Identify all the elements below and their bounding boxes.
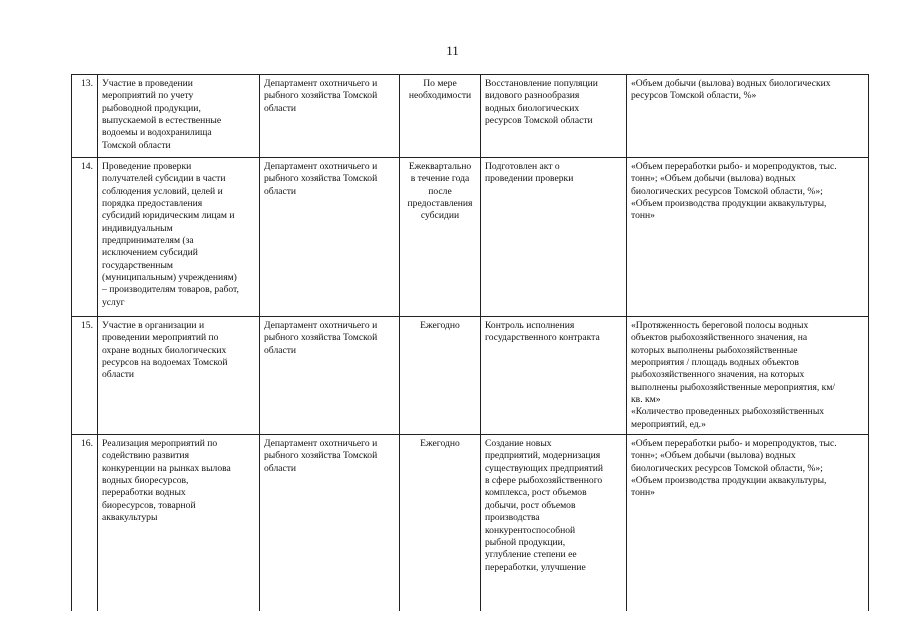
executor-line: Департамент охотничьего и xyxy=(264,320,378,331)
activity-line: порядка предоставления xyxy=(102,198,203,210)
period-line: Ежеквартально xyxy=(408,161,472,172)
executor-line: области xyxy=(264,102,297,114)
period-line: в течение года xyxy=(410,173,470,185)
indicator-line: выполнены рыбохозяйственные мероприятия, км/ xyxy=(631,381,836,393)
activity-line: соблюдения условий, целей и xyxy=(102,185,223,197)
row-number: 13. xyxy=(72,75,98,158)
activity-line: Участие в организации и xyxy=(102,320,205,331)
activity-line: ресурсов на водоемах Томской xyxy=(102,357,228,369)
period-cell xyxy=(400,75,481,158)
indicator-line: рыбохозяйственного значения, на которых xyxy=(631,369,805,381)
result-line: существующих предприятий xyxy=(485,462,604,474)
activity-line: водных биоресурсов, xyxy=(102,475,189,487)
row-number: 16. xyxy=(72,435,98,612)
result-line: Контроль исполнения xyxy=(485,320,575,331)
activity-line: предпринимателям (за xyxy=(102,235,194,247)
activity-line: субсидий юридическим лицам и xyxy=(102,210,235,222)
indicator-line: мероприятий, ед.» xyxy=(631,418,706,430)
activity-line: мероприятий по учету xyxy=(102,90,194,102)
executor-cell xyxy=(260,158,400,317)
indicator-line: мероприятия / площадь водных объектов xyxy=(631,357,799,369)
table-row xyxy=(72,435,869,612)
indicator-line: кв. км» xyxy=(631,394,661,406)
period-line: после xyxy=(428,185,452,197)
activity-line: индивидуальным xyxy=(102,222,173,234)
activity-line: области xyxy=(102,369,135,381)
activities-table xyxy=(71,74,869,611)
period-cell xyxy=(400,158,481,317)
activity-line: (муниципальным) учреждениям) xyxy=(102,272,237,284)
period-line: предоставления xyxy=(407,198,473,210)
indicators-cell xyxy=(627,158,869,317)
executor-line: рыбного хозяйства Томской xyxy=(264,332,378,344)
result-line: комплекса, рост объемов xyxy=(485,487,587,499)
executor-line: области xyxy=(264,462,297,474)
indicator-line: «Объем производства продукции аквакультуры, xyxy=(631,475,827,487)
executor-line: Департамент охотничьего и xyxy=(264,161,378,172)
executor-line: области xyxy=(264,344,297,356)
indicator-line: которых выполнены рыбохозяйственные xyxy=(631,344,798,356)
activity-line: – производителям товаров, работ, xyxy=(102,284,239,296)
activity-line: Томской области xyxy=(102,139,171,151)
activity-line: проведении мероприятий по xyxy=(102,332,219,344)
indicator-line: биологических ресурсов Томской области, %»; xyxy=(631,462,823,474)
result-line: в сфере рыбохозяйственного xyxy=(485,475,603,487)
result-cell xyxy=(481,75,627,158)
indicator-line: «Количество проведенных рыбохозяйственных xyxy=(631,406,825,418)
indicator-line: ресурсов Томской области, %» xyxy=(631,90,757,102)
row-number: 14. xyxy=(72,158,98,317)
indicator-line: «Протяженность береговой полосы водных xyxy=(631,320,809,331)
indicators-cell xyxy=(627,317,869,435)
result-line: водных биологических xyxy=(485,102,580,114)
executor-line: области xyxy=(264,185,297,197)
result-line: рыбной продукции, xyxy=(485,536,566,548)
indicators-cell xyxy=(627,75,869,158)
activity-line: Проведение проверки xyxy=(102,161,192,172)
result-line: Восстановление популяции xyxy=(485,78,598,89)
activity-line: биоресурсов, товарной xyxy=(102,499,196,511)
result-line: конкурентоспособной xyxy=(485,524,576,536)
period-cell xyxy=(400,317,481,435)
table-row xyxy=(72,158,869,317)
activity-line: водоемы и водохранилища xyxy=(102,127,212,139)
indicator-line: тонн»; «Объем добычи (вылова) водных xyxy=(631,173,796,185)
result-line: проведении проверки xyxy=(485,173,574,185)
row-number: 15. xyxy=(72,317,98,435)
result-line: переработки, улучшение xyxy=(485,561,586,573)
indicator-line: тонн» xyxy=(631,210,655,222)
activity-line: государственным xyxy=(102,259,173,271)
activity-line: переработки водных xyxy=(102,487,186,499)
activity-line: услуг xyxy=(102,296,125,308)
period-line: необходимости xyxy=(408,90,472,102)
indicator-line: объектов рыбохозяйственного значения, на xyxy=(631,332,808,344)
executor-line: рыбного хозяйства Томской xyxy=(264,450,378,462)
activity-cell xyxy=(98,435,260,612)
result-cell xyxy=(481,158,627,317)
table-row xyxy=(72,317,869,435)
table-row xyxy=(72,75,869,158)
indicator-line: «Объем добычи (вылова) водных биологических xyxy=(631,78,831,89)
result-line: добычи, рост объемов xyxy=(485,499,576,511)
activity-line: Реализация мероприятий по xyxy=(102,438,218,450)
result-line: предприятий, модернизация xyxy=(485,450,601,462)
result-line: углубление степени ее xyxy=(485,549,577,561)
period-line: Ежегодно xyxy=(420,438,460,450)
result-line: видового разнообразия xyxy=(485,90,580,102)
period-line: Ежегодно xyxy=(420,320,460,331)
result-line: производства xyxy=(485,512,540,524)
executor-line: Департамент охотничьего и xyxy=(264,438,378,450)
activity-line: выпускаемой в естественные xyxy=(102,115,222,127)
result-line: ресурсов Томской области xyxy=(485,115,593,127)
executor-cell xyxy=(260,75,400,158)
executor-line: рыбного хозяйства Томской xyxy=(264,173,378,185)
indicator-line: «Объем переработки рыбо- и морепродуктов, тыс. xyxy=(631,161,837,172)
executor-line: рыбного хозяйства Томской xyxy=(264,90,378,102)
executor-line: Департамент охотничьего и xyxy=(264,78,378,89)
activity-line: получателей субсидии в части xyxy=(102,173,226,185)
period-line: По мере xyxy=(423,78,457,89)
period-cell xyxy=(400,435,481,612)
result-line: государственного контракта xyxy=(485,332,600,344)
indicators-cell xyxy=(627,435,869,612)
activity-line: исключением субсидий xyxy=(102,247,198,259)
result-line: Подготовлен акт о xyxy=(485,161,560,172)
indicator-line: «Объем переработки рыбо- и морепродуктов, тыс. xyxy=(631,438,837,450)
activity-line: рыбоводной продукции, xyxy=(102,102,201,114)
page-number: 11 xyxy=(446,43,459,58)
executor-cell xyxy=(260,435,400,612)
indicator-line: «Объем производства продукции аквакультуры, xyxy=(631,198,827,210)
activity-cell xyxy=(98,158,260,317)
activity-line: охране водных биологических xyxy=(102,344,227,356)
activity-cell xyxy=(98,75,260,158)
result-cell xyxy=(481,435,627,612)
period-line: субсидии xyxy=(420,210,460,222)
activity-line: аквакультуры xyxy=(102,512,158,524)
activity-line: Участие в проведении xyxy=(102,78,193,89)
activity-line: содействию развития xyxy=(102,450,189,462)
result-cell xyxy=(481,317,627,435)
indicator-line: тонн» xyxy=(631,487,655,499)
indicator-line: тонн»; «Объем добычи (вылова) водных xyxy=(631,450,796,462)
activity-cell xyxy=(98,317,260,435)
executor-cell xyxy=(260,317,400,435)
result-line: Создание новых xyxy=(485,438,552,450)
activity-line: конкуренции на рынках вылова xyxy=(102,462,231,474)
indicator-line: биологических ресурсов Томской области, %»; xyxy=(631,185,823,197)
